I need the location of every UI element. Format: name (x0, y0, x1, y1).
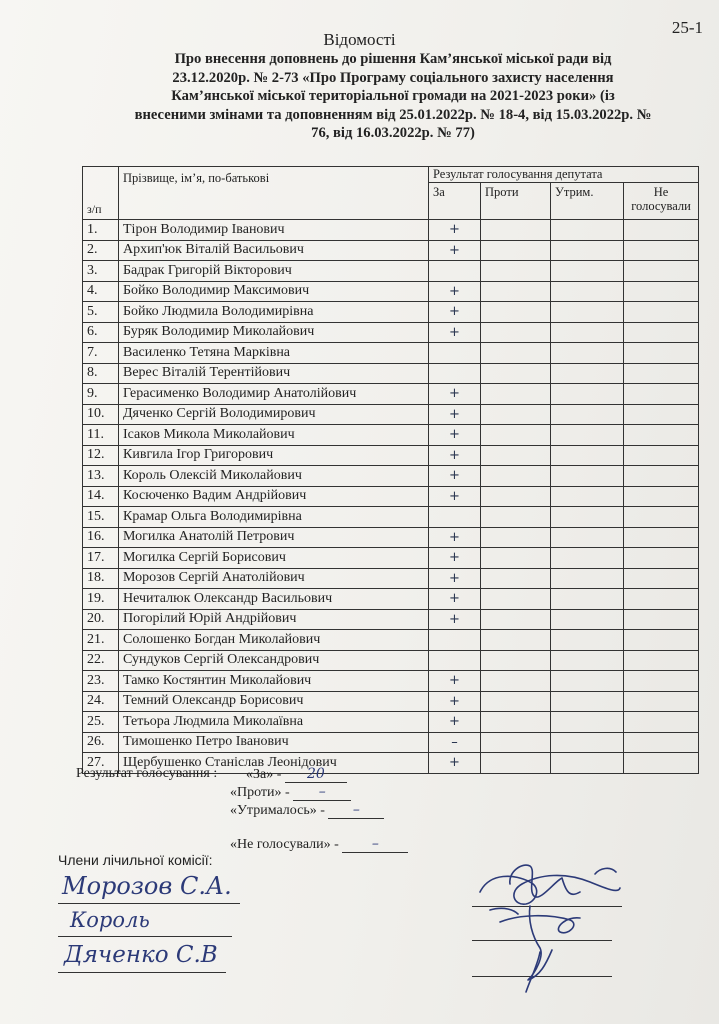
row-proty (481, 609, 551, 630)
header-name: Прізвище, ім’я, по-батькові (119, 167, 429, 220)
row-name: Архип'юк Віталій Васильович (119, 240, 429, 261)
signature-line (58, 903, 240, 904)
table-row (83, 445, 699, 466)
row-number: 8. (83, 363, 119, 384)
row-za-mark: + (429, 691, 481, 712)
row-number: 18. (83, 568, 119, 589)
signature-3: Дяченко С.В (64, 942, 218, 968)
row-proty (481, 466, 551, 487)
row-number: 6. (83, 322, 119, 343)
row-number: 20. (83, 609, 119, 630)
row-proty (481, 384, 551, 405)
row-ne (624, 630, 699, 651)
row-proty (481, 650, 551, 671)
row-ne (624, 281, 699, 302)
table-row (83, 404, 699, 425)
row-number: 27. (83, 753, 119, 774)
row-ne (624, 445, 699, 466)
row-proty (481, 671, 551, 692)
row-proty (481, 691, 551, 712)
row-number: 15. (83, 507, 119, 528)
row-utrym (551, 507, 624, 528)
row-ne (624, 568, 699, 589)
row-ne (624, 486, 699, 507)
table-row (83, 363, 699, 384)
row-utrym (551, 548, 624, 569)
row-za-mark: + (429, 671, 481, 692)
row-number: 10. (83, 404, 119, 425)
signature-scrawl (470, 852, 630, 1002)
row-number: 13. (83, 466, 119, 487)
row-number: 26. (83, 732, 119, 753)
table-row (83, 671, 699, 692)
row-za-mark: + (429, 486, 481, 507)
row-utrym (551, 363, 624, 384)
table-row (83, 712, 699, 733)
row-name: Тимошенко Петро Іванович (119, 732, 429, 753)
row-proty (481, 630, 551, 651)
row-name: Тамко Костянтин Миколайович (119, 671, 429, 692)
header-utrym: Утрим. (551, 183, 624, 220)
row-ne (624, 527, 699, 548)
subtitle-line: Про внесення доповнень до рішення Кам’янської міської ради від (174, 51, 612, 67)
row-utrym (551, 589, 624, 610)
row-number: 12. (83, 445, 119, 466)
row-name: Кивгила Ігор Григорович (119, 445, 429, 466)
header-za: За (429, 183, 481, 220)
document-title: Відомості (323, 30, 396, 49)
row-proty (481, 548, 551, 569)
row-name: Ісаков Микола Миколайович (119, 425, 429, 446)
row-number: 14. (83, 486, 119, 507)
row-utrym (551, 609, 624, 630)
row-name: Дяченко Сергій Володимирович (119, 404, 429, 425)
row-za-mark (429, 507, 481, 528)
row-ne (624, 589, 699, 610)
row-proty (481, 445, 551, 466)
table-row (83, 384, 699, 405)
row-za-mark: + (429, 220, 481, 241)
row-name: Солошенко Богдан Миколайович (119, 630, 429, 651)
row-utrym (551, 568, 624, 589)
row-utrym (551, 466, 624, 487)
row-proty (481, 261, 551, 282)
table-row (83, 343, 699, 364)
row-proty (481, 425, 551, 446)
row-ne (624, 343, 699, 364)
row-ne (624, 548, 699, 569)
row-utrym (551, 322, 624, 343)
subtitle-line: внесеними змінами та доповненням від 25.01.2022р. № 18-4, від 15.03.2022р. № (134, 106, 652, 123)
row-ne (624, 609, 699, 630)
table-row (83, 650, 699, 671)
row-ne (624, 671, 699, 692)
table-row (83, 568, 699, 589)
row-name: Косюченко Вадим Андрійович (119, 486, 429, 507)
row-number: 5. (83, 302, 119, 323)
row-number: 25. (83, 712, 119, 733)
table-row (83, 527, 699, 548)
row-name: Крамар Ольга Володимирівна (119, 507, 429, 528)
summary-proty-label: «Проти» - (230, 785, 290, 800)
summary-utrym-value: – (328, 802, 384, 819)
row-ne (624, 261, 699, 282)
row-number: 24. (83, 691, 119, 712)
table-row (83, 732, 699, 753)
table-row (83, 302, 699, 323)
row-za-mark (429, 261, 481, 282)
row-ne (624, 404, 699, 425)
row-number: 23. (83, 671, 119, 692)
document-subtitle (88, 50, 698, 143)
summary-utrym (230, 802, 384, 819)
subtitle-line: 23.12.2020р. № 2-73 «Про Програму соціального захисту населення (172, 69, 614, 86)
table-row (83, 425, 699, 446)
row-ne (624, 363, 699, 384)
row-za-mark: + (429, 404, 481, 425)
row-number: 9. (83, 384, 119, 405)
summary-utrym-label: «Утрималось» - (230, 803, 325, 818)
row-name: Могилка Сергій Борисович (119, 548, 429, 569)
summary-za-value: 20 (285, 766, 347, 783)
row-za-mark: + (429, 281, 481, 302)
subtitle-line: Кам’янської міської територіальної громади на 2021-2023 роки» (із (171, 88, 615, 104)
row-name: Могилка Анатолій Петрович (119, 527, 429, 548)
summary-ne (230, 836, 408, 853)
row-za-mark: + (429, 425, 481, 446)
row-proty (481, 568, 551, 589)
row-za-mark: + (429, 609, 481, 630)
row-name: Василенко Тетяна Марківна (119, 343, 429, 364)
row-name: Верес Віталій Терентійович (119, 363, 429, 384)
row-za-mark: + (429, 548, 481, 569)
row-utrym (551, 753, 624, 774)
row-name: Нечиталюк Олександр Васильович (119, 589, 429, 610)
summary-za-label: «За» - (246, 767, 282, 782)
row-za-mark: + (429, 527, 481, 548)
row-utrym (551, 425, 624, 446)
row-name: Тетьора Людмила Миколаївна (119, 712, 429, 733)
row-proty (481, 220, 551, 241)
row-number: 1. (83, 220, 119, 241)
row-number: 3. (83, 261, 119, 282)
document-number: 25-1 (671, 18, 703, 37)
row-utrym (551, 343, 624, 364)
row-za-mark (429, 363, 481, 384)
subtitle-line: 76, від 16.03.2022р. № 77) (311, 125, 475, 141)
row-number: 19. (83, 589, 119, 610)
row-utrym (551, 486, 624, 507)
row-utrym (551, 650, 624, 671)
row-proty (481, 527, 551, 548)
row-utrym (551, 671, 624, 692)
row-utrym (551, 712, 624, 733)
summary-label: Результат голосування : (76, 766, 218, 781)
row-proty (481, 712, 551, 733)
table-row (83, 630, 699, 651)
row-za-mark: + (429, 568, 481, 589)
summary-za (246, 766, 347, 783)
table-row (83, 261, 699, 282)
row-za-mark: – (429, 732, 481, 753)
summary-ne-value: – (342, 836, 408, 853)
row-utrym (551, 384, 624, 405)
row-ne (624, 384, 699, 405)
row-proty (481, 322, 551, 343)
row-name: Щербушенко Станіслав Леонідович (119, 753, 429, 774)
row-name: Морозов Сергій Анатолійович (119, 568, 429, 589)
row-name: Бойко Людмила Володимирівна (119, 302, 429, 323)
row-ne (624, 322, 699, 343)
row-ne (624, 302, 699, 323)
header-number: з/п (83, 167, 119, 220)
row-utrym (551, 732, 624, 753)
row-number: 17. (83, 548, 119, 569)
row-proty (481, 404, 551, 425)
table-row (83, 466, 699, 487)
commission-label: Члени лічильної комісії: (58, 852, 213, 868)
row-za-mark: + (429, 384, 481, 405)
row-proty (481, 281, 551, 302)
row-ne (624, 240, 699, 261)
row-ne (624, 466, 699, 487)
row-proty (481, 302, 551, 323)
row-ne (624, 425, 699, 446)
table-row (83, 486, 699, 507)
summary-ne-label: «Не голосували» - (230, 837, 339, 852)
row-utrym (551, 445, 624, 466)
row-ne (624, 732, 699, 753)
table-row (83, 322, 699, 343)
row-ne (624, 691, 699, 712)
row-proty (481, 363, 551, 384)
row-za-mark: + (429, 466, 481, 487)
table-row (83, 691, 699, 712)
row-proty (481, 589, 551, 610)
row-utrym (551, 302, 624, 323)
table-row (83, 507, 699, 528)
row-name: Погорілий Юрій Андрійович (119, 609, 429, 630)
row-proty (481, 343, 551, 364)
row-za-mark: + (429, 753, 481, 774)
row-utrym (551, 691, 624, 712)
row-number: 11. (83, 425, 119, 446)
row-ne (624, 220, 699, 241)
row-utrym (551, 404, 624, 425)
row-utrym (551, 240, 624, 261)
row-proty (481, 753, 551, 774)
table-row (83, 548, 699, 569)
row-utrym (551, 220, 624, 241)
row-name: Тірон Володимир Іванович (119, 220, 429, 241)
signature-2: Король (70, 908, 150, 932)
row-proty (481, 507, 551, 528)
voting-table (82, 166, 699, 774)
row-utrym (551, 261, 624, 282)
row-number: 7. (83, 343, 119, 364)
row-proty (481, 732, 551, 753)
row-number: 4. (83, 281, 119, 302)
row-name: Буряк Володимир Миколайович (119, 322, 429, 343)
row-ne (624, 650, 699, 671)
table-row (83, 281, 699, 302)
row-za-mark (429, 630, 481, 651)
row-number: 21. (83, 630, 119, 651)
summary-proty-value: – (293, 784, 351, 801)
row-za-mark: + (429, 240, 481, 261)
row-number: 22. (83, 650, 119, 671)
signature-line (58, 972, 226, 973)
row-za-mark: + (429, 712, 481, 733)
row-proty (481, 486, 551, 507)
summary-proty (230, 784, 351, 801)
signature-1: Морозов С.А. (62, 872, 232, 900)
row-proty (481, 240, 551, 261)
header-proty: Проти (481, 183, 551, 220)
row-utrym (551, 527, 624, 548)
row-ne (624, 507, 699, 528)
row-ne (624, 712, 699, 733)
header-ne-holosuvaly: Не голосували (624, 183, 699, 220)
row-name: Бойко Володимир Максимович (119, 281, 429, 302)
row-za-mark: + (429, 302, 481, 323)
table-row (83, 240, 699, 261)
row-za-mark: + (429, 322, 481, 343)
header-result: Результат голосування депутата (429, 167, 699, 183)
table-row (83, 589, 699, 610)
row-utrym (551, 281, 624, 302)
row-name: Сундуков Сергій Олександрович (119, 650, 429, 671)
row-number: 2. (83, 240, 119, 261)
row-name: Бадрак Григорій Вікторович (119, 261, 429, 282)
row-ne (624, 753, 699, 774)
row-za-mark: + (429, 445, 481, 466)
signature-line (58, 936, 232, 937)
row-za-mark: + (429, 589, 481, 610)
row-za-mark (429, 343, 481, 364)
table-row (83, 220, 699, 241)
row-utrym (551, 630, 624, 651)
row-za-mark (429, 650, 481, 671)
table-row (83, 609, 699, 630)
row-number: 16. (83, 527, 119, 548)
row-name: Темний Олександр Борисович (119, 691, 429, 712)
row-name: Король Олексій Миколайович (119, 466, 429, 487)
row-name: Герасименко Володимир Анатолійович (119, 384, 429, 405)
table-body (83, 220, 699, 774)
